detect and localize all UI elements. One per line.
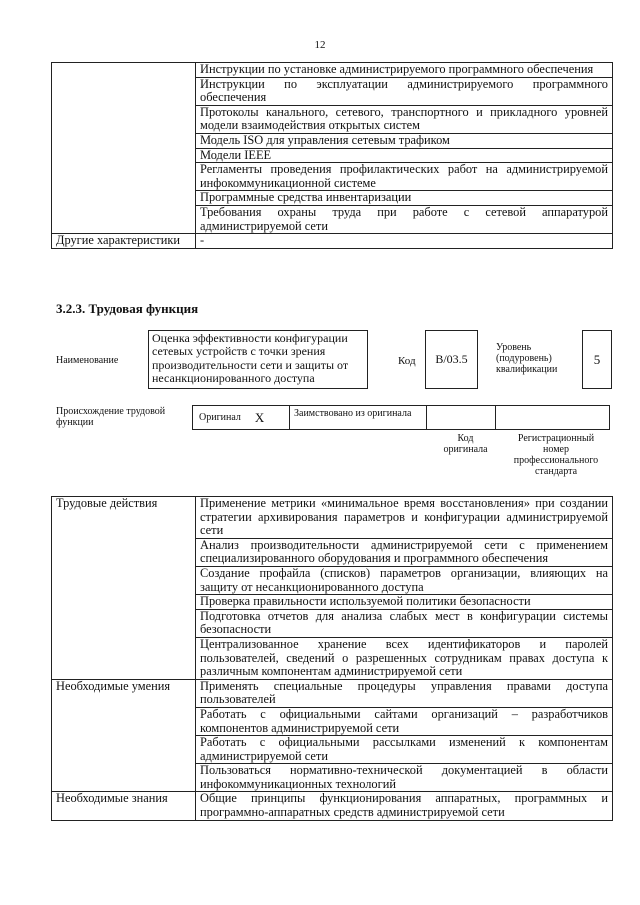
section-title: 3.2.3. Трудовая функция	[56, 301, 199, 316]
row-text: Программные средства инвентаризации	[196, 191, 613, 206]
code-label: Код	[398, 355, 416, 367]
group-label: Необходимые умения	[52, 679, 196, 792]
level-label: Уровень (подуровень) квалификации	[496, 342, 558, 375]
reg-number-cell	[495, 405, 610, 430]
name-label: Наименование	[56, 355, 119, 366]
top-table	[51, 62, 613, 249]
function-code-box: B/03.5	[425, 330, 478, 389]
row-label	[52, 63, 196, 234]
group-item: Работать с официальными сайтами организаций – разработчиков компонентов администрируемой сети	[196, 707, 613, 735]
group-item: Анализ производительности администрируемой сети с применением специализированного оборудования и программного обеспечения	[196, 538, 613, 566]
row-text: Модель ISO для управления сетевым трафиком	[196, 133, 613, 148]
reg-number-label: Регистрационный номер профессионального стандарта	[513, 433, 599, 477]
group-item: Общие принципы функционирования аппаратных, программных и программно-аппаратных средств администрируемой сети	[196, 792, 613, 820]
table-row	[52, 792, 613, 820]
group-item: Проверка правильности используемой политики безопасности	[196, 595, 613, 610]
level-box: 5	[582, 330, 612, 389]
table-row	[52, 234, 613, 249]
code-original-label: Код оригинала	[443, 433, 488, 455]
table-row	[52, 679, 613, 707]
origin-label: Происхождение трудовой функции	[56, 406, 166, 428]
group-item: Пользоваться нормативно-технической документацией в области инфокоммуникационных технологий	[196, 764, 613, 792]
group-item: Подготовка отчетов для анализа слабых мест в конфигурации системы безопасности	[196, 609, 613, 637]
group-label: Необходимые знания	[52, 792, 196, 820]
origin-row	[193, 405, 612, 430]
original-cell	[192, 405, 290, 430]
bottom-table	[51, 496, 613, 821]
row-text: Модели IEEE	[196, 148, 613, 163]
group-label: Трудовые действия	[52, 497, 196, 680]
group-item: Централизованное хранение всех идентификаторов и паролей пользователей, сведений о разрешенных сотрудникам правах доступа к различным компонентам администрируемой сети	[196, 637, 613, 679]
group-item: Создание профайла (списков) параметров организации, влияющих на защиту от несанкционированного доступа	[196, 566, 613, 594]
row-text: Инструкции по эксплуатации администрируемого программного обеспечения	[196, 77, 613, 105]
row-text: Регламенты проведения профилактических работ на администрируемой инфокоммуникационной системе	[196, 163, 613, 191]
row-text: Протоколы канального, сетевого, транспортного и прикладного уровней модели взаимодействия открытых систем	[196, 105, 613, 133]
function-name-box: Оценка эффективности конфигурации сетевых устройств с точки зрения производительности сети и защиты от несанкционированного доступа	[148, 330, 368, 389]
table-row	[52, 63, 613, 78]
group-item: Применять специальные процедуры управления правами доступа пользователей	[196, 679, 613, 707]
original-label: Оригинал	[199, 412, 241, 423]
row-text: Требования охраны труда при работе с сетевой аппаратурой администрируемой сети	[196, 205, 613, 233]
row-text: -	[196, 234, 613, 249]
row-label: Другие характеристики	[52, 234, 196, 249]
group-item: Применение метрики «минимальное время восстановления» при создании стратегии архивирования параметров и конфигурации администрируемой сети	[196, 497, 613, 539]
page-number: 12	[314, 39, 326, 51]
group-item: Работать с официальными рассылками изменений к компонентам администрируемой сети	[196, 736, 613, 764]
borrowed-cell: Заимствовано из оригинала	[289, 405, 427, 430]
code-original-cell	[426, 405, 496, 430]
original-mark: X	[254, 409, 265, 425]
row-text: Инструкции по установке администрируемого программного обеспечения	[196, 63, 613, 78]
table-row	[52, 497, 613, 539]
